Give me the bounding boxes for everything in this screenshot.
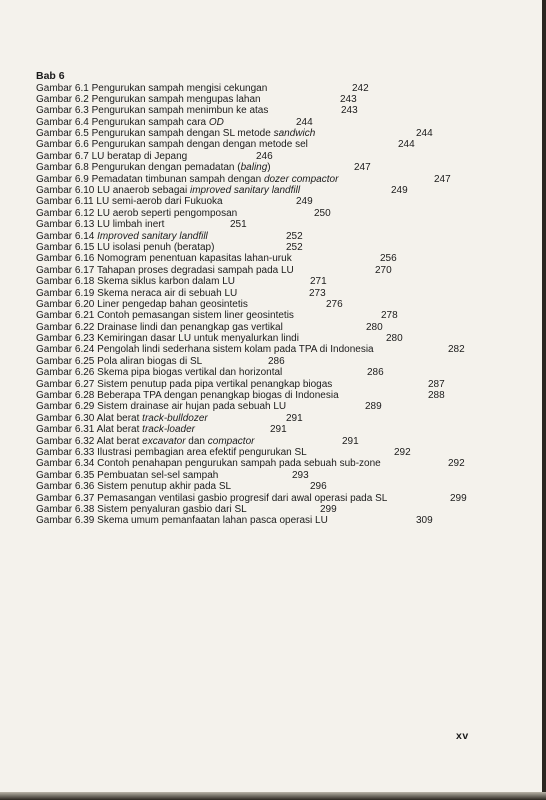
- list-item: [36, 333, 506, 344]
- entry-page-number: 276: [326, 298, 343, 310]
- entry-label: Gambar 6.3 Pengurukan sampah menimbun ke atas: [36, 105, 269, 117]
- entry-page-number: 293: [292, 469, 309, 481]
- entry-page-number: 251: [230, 219, 247, 231]
- list-item: [36, 219, 506, 230]
- entry-label: Gambar 6.22 Drainase lindi dan penangkap gas vertikal: [36, 321, 283, 333]
- entry-page-number: 292: [394, 447, 411, 458]
- list-item: [36, 117, 506, 128]
- entry-page-number: 243: [340, 93, 357, 105]
- entry-label: Gambar 6.1 Pengurukan sampah mengisi cekungan: [36, 82, 268, 94]
- entry-label: Gambar 6.37 Pemasangan ventilasi gasbio progresif dari awal operasi pada SL: [36, 492, 388, 504]
- entry-label: Gambar 6.8 Pengurukan dengan pemadatan (baling): [36, 162, 271, 174]
- entry-label: Gambar 6.13 LU limbah inert: [36, 219, 165, 231]
- list-item: [36, 242, 506, 253]
- entry-page-number: 292: [448, 458, 465, 470]
- entry-label: Gambar 6.2 Pengurukan sampah mengupas lahan: [36, 93, 261, 105]
- list-item: [36, 196, 506, 207]
- list-item: [36, 424, 506, 435]
- entry-page-number: 247: [354, 162, 371, 174]
- entry-label: Gambar 6.29 Sistem drainase air hujan pada sebuah LU: [36, 401, 287, 413]
- entry-label: Gambar 6.4 Pengurukan sampah cara OD: [36, 116, 224, 128]
- list-item: [36, 481, 506, 492]
- entry-page-number: 287: [428, 378, 445, 390]
- list-item: [36, 310, 506, 321]
- list-item: [36, 276, 506, 287]
- entry-label: Gambar 6.5 Pengurukan sampah dengan SL metode sandwich: [36, 128, 316, 140]
- entry-page-number: 270: [375, 264, 392, 276]
- list-item: [36, 504, 506, 515]
- entry-label: Gambar 6.33 Ilustrasi pembagian area efektif pengurukan SL: [36, 447, 307, 458]
- entry-label: Gambar 6.7 LU beratap di Jepang: [36, 150, 188, 162]
- entry-page-number: 247: [434, 173, 451, 185]
- list-item: [36, 231, 506, 242]
- entry-label: Gambar 6.15 LU isolasi penuh (beratap): [36, 241, 215, 253]
- entry-label: Gambar 6.19 Skema neraca air di sebuah LU: [36, 287, 238, 299]
- list-item: [36, 470, 506, 481]
- entry-page-number: 288: [428, 390, 445, 402]
- list-item: [36, 288, 506, 299]
- entry-label: Gambar 6.31 Alat berat track-loader: [36, 424, 195, 436]
- entry-label: Gambar 6.39 Skema umum pemanfaatan lahan pasca operasi LU: [36, 515, 328, 527]
- list-item: [36, 185, 506, 196]
- entry-page-number: 252: [286, 230, 303, 242]
- entry-label: Gambar 6.34 Contoh penahapan pengurukan sampah pada sebuah sub-zone: [36, 458, 381, 470]
- entry-label: Gambar 6.12 LU aerob seperti pengomposan: [36, 207, 238, 219]
- entry-label: Gambar 6.30 Alat berat track-bulldozer: [36, 412, 208, 424]
- list-item: [36, 128, 506, 139]
- entry-label: Gambar 6.21 Contoh pemasangan sistem liner geosintetis: [36, 310, 294, 322]
- list-item: [36, 83, 506, 94]
- entry-label: Gambar 6.27 Sistem penutup pada pipa vertikal penangkap biogas: [36, 378, 333, 390]
- entry-label: Gambar 6.35 Pembuatan sel-sel sampah: [36, 469, 219, 481]
- list-item: [36, 139, 506, 150]
- list-item: [36, 322, 506, 333]
- entry-page-number: 286: [367, 367, 384, 379]
- list-item: [36, 493, 506, 504]
- list-item: [36, 344, 506, 355]
- list-item: [36, 367, 506, 378]
- entry-label: Gambar 6.14 Improved sanitary landfill: [36, 230, 208, 242]
- list-item: [36, 151, 506, 162]
- list-item: [36, 253, 506, 264]
- entry-page-number: 289: [365, 401, 382, 413]
- page-edge-shadow: [0, 792, 546, 800]
- page-number: xv: [456, 730, 469, 742]
- entry-label: Gambar 6.9 Pemadatan timbunan sampah dengan dozer compactor: [36, 173, 339, 185]
- entry-page-number: 252: [286, 241, 303, 253]
- entry-label: Gambar 6.36 Sistem penutup akhir pada SL: [36, 481, 232, 493]
- entry-page-number: 280: [386, 333, 403, 345]
- entry-page-number: 273: [309, 287, 326, 299]
- list-item: [36, 356, 506, 367]
- entry-page-number: 249: [391, 185, 408, 197]
- entry-label: Gambar 6.11 LU semi-aerob dari Fukuoka: [36, 196, 223, 208]
- entry-label: Gambar 6.25 Pola aliran biogas di SL: [36, 355, 203, 367]
- entry-label: Gambar 6.17 Tahapan proses degradasi sampah pada LU: [36, 264, 294, 276]
- entry-label: Gambar 6.16 Nomogram penentuan kapasitas lahan-uruk: [36, 253, 292, 265]
- entry-label: Gambar 6.18 Skema siklus karbon dalam LU: [36, 276, 235, 288]
- list-item: [36, 208, 506, 219]
- entry-page-number: 282: [448, 344, 465, 356]
- entry-page-number: 299: [450, 492, 467, 504]
- entry-page-number: 244: [416, 128, 433, 140]
- entry-page-number: 299: [320, 503, 337, 515]
- list-item: [36, 436, 506, 447]
- entry-page-number: 242: [352, 82, 369, 94]
- entry-page-number: 286: [268, 355, 285, 367]
- list-item: [36, 458, 506, 469]
- entry-label: Gambar 6.28 Beberapa TPA dengan penangkap biogas di Indonesia: [36, 390, 339, 402]
- entry-page-number: 291: [270, 424, 287, 436]
- entry-label: Gambar 6.23 Kemiringan dasar LU untuk menyalurkan lindi: [36, 333, 299, 345]
- entry-page-number: 280: [366, 321, 383, 333]
- entry-label: Gambar 6.20 Liner pengedap bahan geosintetis: [36, 298, 248, 310]
- entry-page-number: 244: [296, 116, 313, 128]
- entry-label: Gambar 6.10 LU anaerob sebagai improved sanitary landfill: [36, 185, 301, 197]
- figure-list: [36, 83, 506, 527]
- entry-page-number: 309: [416, 515, 433, 527]
- list-item: [36, 515, 506, 526]
- entry-page-number: 250: [314, 207, 331, 219]
- list-item: [36, 447, 506, 458]
- list-item: [36, 401, 506, 412]
- list-item: [36, 379, 506, 390]
- entry-label: Gambar 6.24 Pengolah lindi sederhana sistem kolam pada TPA di Indonesia: [36, 344, 374, 356]
- entry-page-number: 296: [310, 481, 327, 493]
- list-item: [36, 413, 506, 424]
- entry-page-number: 291: [286, 412, 303, 424]
- entry-label: Gambar 6.26 Skema pipa biogas vertikal dan horizontal: [36, 367, 283, 379]
- entry-page-number: 246: [256, 150, 273, 162]
- list-item: [36, 265, 506, 276]
- list-item: [36, 299, 506, 310]
- list-item: [36, 105, 506, 116]
- entry-page-number: 243: [341, 105, 358, 117]
- list-item: [36, 390, 506, 401]
- entry-label: Gambar 6.6 Pengurukan sampah dengan dengan metode sel: [36, 139, 308, 151]
- list-item: [36, 162, 506, 173]
- entry-page-number: 291: [342, 435, 359, 447]
- entry-label: Gambar 6.38 Sistem penyaluran gasbio dari SL: [36, 503, 247, 515]
- entry-page-number: 256: [380, 253, 397, 265]
- list-item: [36, 174, 506, 185]
- entry-page-number: 249: [296, 196, 313, 208]
- entry-label: Gambar 6.32 Alat berat excavator dan compactor: [36, 435, 255, 447]
- entry-page-number: 278: [381, 310, 398, 322]
- list-item: [36, 94, 506, 105]
- chapter-heading: Bab 6: [36, 70, 65, 82]
- entry-page-number: 244: [398, 139, 415, 151]
- entry-page-number: 271: [310, 276, 327, 288]
